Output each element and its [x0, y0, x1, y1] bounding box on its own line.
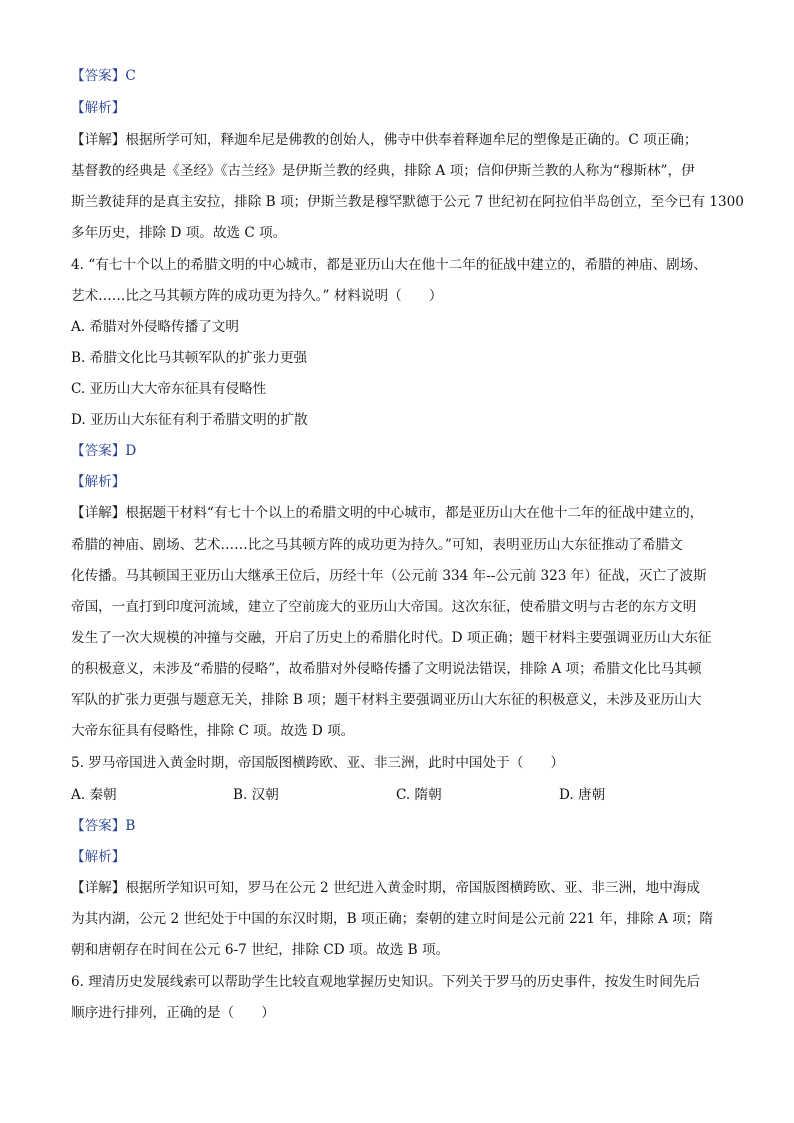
q4-detail-line-8: 大帝东征具有侵略性，排除 C 项。故选 D 项。 [71, 723, 355, 739]
q6-stem-line-2: 顺序进行排列，正确的是（ ） [71, 1005, 275, 1021]
q3-detail-line-2: 基督教的经典是《圣经》《古兰经》是伊斯兰教的经典，排除 A 项；信仰伊斯兰教的人称为“穆斯林”，伊 [71, 163, 695, 179]
q3-detail-line-3: 斯兰教徒拜的是真主安拉，排除 B 项；伊斯兰教是穆罕默德于公元 7 世纪初在阿拉伯半岛创立，至今已有 1300 [71, 194, 744, 210]
q4-detail-line-1: 【详解】根据题干材料“有七十个以上的希腊文明的中心城市，都是亚历山大在他十二年的征战中建立的， [71, 505, 704, 521]
q5-detail-line-2: 为其内湖，公元 2 世纪处于中国的东汉时期，B 项正确；秦朝的建立时间是公元前 221 年，排除 A 项；隋 [71, 911, 713, 927]
q4-stem-line-2: 艺术……比之马其顿方阵的成功更为持久。” 材料说明（ ） [71, 288, 443, 304]
q5-answer: 【答案】B [71, 818, 136, 834]
q4-detail-line-2: 希腊的神庙、剧场、艺术……比之马其顿方阵的成功更为持久。”可知，表明亚历山大东征推动了希腊文 [71, 537, 683, 553]
q5-stem: 5. 罗马帝国进入黄金时期，帝国版图横跨欧、亚、非三洲，此时中国处于（ ） [71, 755, 565, 771]
q4-answer: 【答案】D [71, 443, 137, 459]
q3-detail-line-1: 【详解】根据所学可知，释迦牟尼是佛教的创始人，佛寺中供奉着释迦牟尼的塑像是正确的。C 项正确； [71, 132, 698, 148]
q5-option-c: C. 隋朝 [396, 787, 442, 803]
q5-analysis-label: 【解析】 [71, 849, 126, 865]
q5-detail-line-1: 【详解】根据所学知识可知，罗马在公元 2 世纪进入黄金时期，帝国版图横跨欧、亚、非三洲，地中海成 [71, 880, 701, 896]
q4-detail-line-4: 帝国，一直打到印度河流域，建立了空前庞大的亚历山大帝国。这次东征，使希腊文明与古老的东方文明 [71, 599, 697, 615]
q3-detail-line-4: 多年历史，排除 D 项。故选 C 项。 [71, 225, 287, 241]
q5-option-a: A. 秦朝 [71, 787, 117, 803]
q4-stem-line-1: 4. “有七十个以上的希腊文明的中心城市，都是亚历山大在他十二年的征战中建立的，希腊的神庙、剧场、 [71, 257, 707, 273]
q4-detail-line-7: 军队的扩张力更强与题意无关，排除 B 项；题干材料主要强调亚历山大东征的积极意义，未涉及亚历山大 [71, 692, 702, 708]
q4-detail-line-6: 的积极意义，未涉及“希腊的侵略”，故希腊对外侵略传播了文明说法错误，排除 A 项；希腊文化比马其顿 [71, 661, 702, 677]
q4-option-a: A. 希腊对外侵略传播了文明 [71, 319, 239, 335]
q4-analysis-label: 【解析】 [71, 474, 126, 490]
q6-stem-line-1: 6. 理清历史发展线索可以帮助学生比较直观地掌握历史知识。下列关于罗马的历史事件，按发生时间先后 [71, 974, 701, 990]
q5-detail-line-3: 朝和唐朝存在时间在公元 6-7 世纪，排除 CD 项。故选 B 项。 [71, 942, 450, 958]
q5-option-d: D. 唐朝 [559, 787, 606, 803]
q3-answer: 【答案】C [71, 68, 136, 84]
q4-detail-line-5: 发生了一次大规模的冲撞与交融，开启了历史上的希腊化时代。D 项正确；题干材料主要强调亚历山大东征 [71, 630, 712, 646]
q3-analysis-label: 【解析】 [71, 100, 126, 116]
q4-option-d: D. 亚历山大东征有利于希腊文明的扩散 [71, 412, 308, 428]
q4-detail-line-3: 化传播。马其顿国王亚历山大继承王位后，历经十年（公元前 334 年--公元前 323 年）征战，灭亡了波斯 [71, 568, 707, 584]
q4-option-c: C. 亚历山大大帝东征具有侵略性 [71, 381, 267, 397]
q4-option-b: B. 希腊文化比马其顿军队的扩张力更强 [71, 350, 308, 366]
q5-option-b: B. 汉朝 [233, 787, 279, 803]
